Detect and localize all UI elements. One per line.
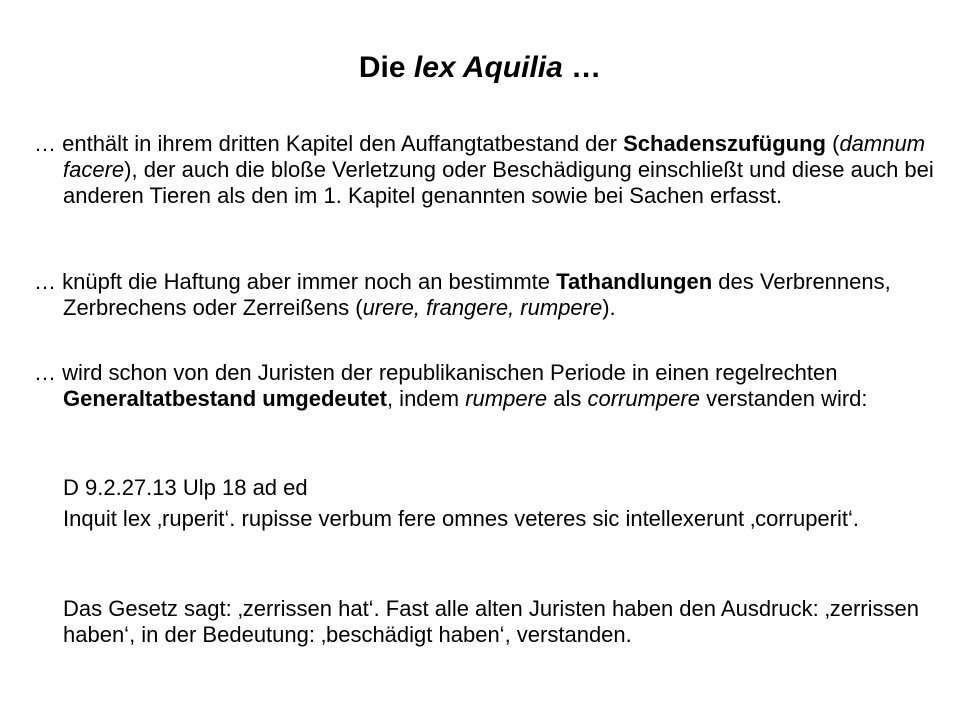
p3-bold-term: Generaltatbestand umgedeutet xyxy=(63,386,387,411)
p2-text-2: des Verbrennens, Zerbrechens oder Zerreißens ( xyxy=(63,269,891,320)
p3-text-4: verstanden wird: xyxy=(699,386,868,411)
p1-bold-term: Schadenszufügung xyxy=(623,131,826,156)
digest-citation: D 9.2.27.13 Ulp 18 ad ed xyxy=(63,475,308,500)
p1-text-3: ), der auch die bloße Verletzung oder Beschädigung einschließt und diese auch bei anderen Tieren als den im 1. Kapitel genannten sowie bei Sachen erfasst. xyxy=(63,157,934,208)
p3-latin-term-1: rumpere xyxy=(465,386,548,411)
title-lead: Die xyxy=(358,51,414,84)
p3-text-1: … wird schon von den Juristen der republikanischen Periode in einen regelrechten xyxy=(34,360,838,385)
slide-title xyxy=(0,48,960,88)
p2-text-3: ). xyxy=(602,295,616,320)
paragraph-generaltatbestand xyxy=(34,360,943,412)
paragraph-tathandlungen xyxy=(34,269,943,321)
latin-quote: Inquit lex ‚ruperit‘. rupisse verbum fere omnes veteres sic intellexerunt ‚corruperit‘. xyxy=(63,506,859,531)
p2-latin-terms: urere, frangere, rumpere xyxy=(362,295,603,320)
p3-latin-term-2: corrumpere xyxy=(587,386,700,411)
p2-text-1: … knüpft die Haftung aber immer noch an bestimmte xyxy=(34,269,557,294)
p3-text-3: als xyxy=(547,386,588,411)
p3-text-2: , indem xyxy=(386,386,466,411)
p2-bold-term: Tathandlungen xyxy=(556,269,713,294)
title-italic: lex Aquilia xyxy=(413,51,563,84)
p1-latin-term: damnum facere xyxy=(63,131,926,182)
german-translation: Das Gesetz sagt: ‚zerrissen hat‘. Fast alle alten Juristen haben den Ausdruck: ‚zerrissen haben‘, in der Bedeutung: ‚beschädigt haben‘, verstanden. xyxy=(63,596,919,647)
title-tail: … xyxy=(562,51,602,84)
paragraph-damnum-facere xyxy=(34,131,943,209)
p1-text-2: ( xyxy=(825,131,840,156)
p1-text-1: … enthält in ihrem dritten Kapitel den Auffangtatbestand der xyxy=(34,131,624,156)
